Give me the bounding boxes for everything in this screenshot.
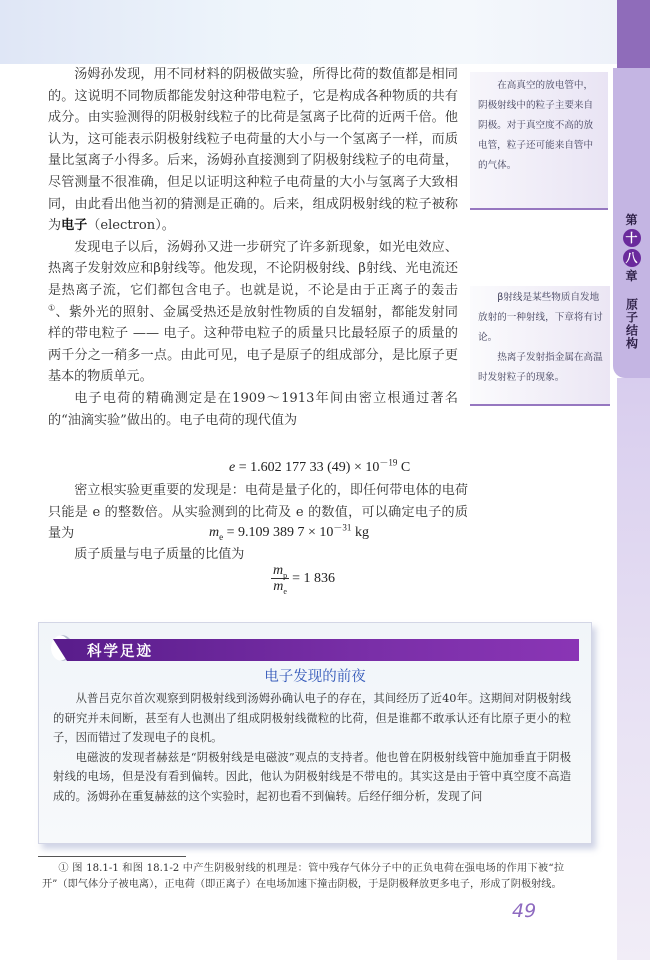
ratio-text bbox=[48, 544, 468, 566]
electron-term: 电子 bbox=[61, 218, 88, 234]
paragraph-discovery: 发现电子以后，汤姆孙又进一步研究了许多新现象，如光电效应、热离子发射效应和β射线等。他发现，不论阴极射线、β射线、光电流还是热离子流，它们都包含电子。也就是说，不论是由于正离子的轰击①、紫外光的照射、金属受热还是放射性物质的自发辐射，都能发射同样的带电粒子 —— 电子。这种带电粒子的质量只比最轻原子的质量的两千分之一稍多一点。由此可见，电子是原子的组成部分，是比原子更基本的物质单元。 bbox=[48, 239, 459, 385]
margin-note-cathode-source: 在高真空的放电管中，阴极射线中的粒子主要来自阴极。对于真空度不高的放电管，粒子还可能来自管中的气体。 bbox=[470, 72, 608, 210]
ratio-value: = 1 836 bbox=[292, 570, 336, 586]
footnote-text: ① 图 18.1-1 和图 18.1-2 中产生阴极射线的机理是：管中残存气体分子中的正负电荷在强电场的作用下被“拉开”（即气体分子被电离），正电荷（即正离子）在电场加速下撞击阴极，于是阴极释放更多电子，形成了阴极射线。 bbox=[42, 863, 564, 891]
paragraph-ratio: 质子质量与电子质量的比值为 bbox=[74, 547, 245, 562]
chapter-tab-strip bbox=[617, 378, 650, 960]
science-box-title: 电子发现的前夜 bbox=[264, 669, 366, 685]
chapter-suffix: 章 bbox=[625, 269, 638, 283]
page-header-band bbox=[0, 0, 617, 64]
footnote-divider bbox=[38, 856, 186, 857]
equation-mass-ratio bbox=[271, 563, 335, 594]
paragraph-thomson: 汤姆孙发现，用不同材料的阴极做实验，所得比荷的数值都是相同的。这说明不同物质都能发射这种带电粒子，它是构成各种物质的共有成分。由实验测得的阴极射线粒子的比荷是氢离子比荷的近两千倍。他认为，这可能表示阴极射线粒子电荷量的大小与一个氢离子一样，而质量比氢离子小得多。后来，汤姆孙直接测到了阴极射线粒子的电荷量，尽管测量不很准确，但足以证明这种粒子电荷量的大小与氢离子大致相同，由此看出他当初的猜测是正确的。后来，组成阴极射线的粒子被称为电子（electron）。 bbox=[48, 67, 458, 234]
equation-electron-mass: $m_e = 9.109$ 389 $7 \times 10^{-31}$ kg bbox=[209, 522, 369, 542]
main-text-column bbox=[48, 64, 458, 431]
paragraph-quantization: 密立根实验更重要的发现是：电荷是量子化的，即任何带电体的电荷只能是 e 的整数倍。从实验测到的比荷及 e 的数值，可以确定电子的质量为 bbox=[48, 483, 468, 542]
chapter-tab-top bbox=[617, 0, 650, 68]
chapter-number-badge-2: 八 bbox=[623, 249, 641, 267]
science-box-body bbox=[53, 689, 571, 807]
section-header-bar bbox=[67, 639, 579, 661]
chapter-number-badge-1: 十 bbox=[623, 229, 641, 247]
section-label: 科学足迹 bbox=[87, 644, 153, 660]
science-footprints-box bbox=[38, 622, 592, 844]
fraction: $\frac{m_p}{m_e}$ bbox=[273, 563, 288, 596]
science-paragraph: 电磁波的发现者赫兹是“阴极射线是电磁波”观点的支持者。他也曾在阴极射线管中施加垂直于阴极射线的电场，但是没有看到偏转。因此，他认为阴极射线是不带电的。其实这是由于管中真空度不高造成的。汤姆孙在重复赫兹的这个实验时，起初也看不到偏转。后经仔细分析，发现了问 bbox=[53, 750, 571, 803]
chapter-label bbox=[613, 212, 650, 350]
paragraph-millikan: 电子电荷的精确测定是在1909～1913年间由密立根通过著名的“油滴实验”做出的。电子电荷的现代值为 bbox=[48, 390, 458, 428]
science-paragraph: 从普吕克尔首次观察到阴极射线到汤姆孙确认电子的存在，其间经历了近40年。这期间对阴极射线的研究并未间断，甚至有人也测出了组成阴极射线微粒的比荷，但是谁都不敢承认还有比原子更小的粒子，因而错过了发现电子的良机。 bbox=[53, 692, 571, 745]
electron-english: （electron）。 bbox=[87, 218, 175, 234]
page-number: 49 bbox=[512, 900, 537, 922]
chapter-title: 原子结构 bbox=[624, 298, 639, 350]
margin-note-beta-thermionic: β射线是某些物质自发地放射的一种射线，下章将有讨论。 热离子发射指金属在高温时发射粒子的现象。 bbox=[470, 286, 610, 406]
footnote-marker[interactable]: ① bbox=[48, 303, 56, 313]
equation-electron-charge: e = 1.602 177 33 $(49) \times 10^{-19}$ C bbox=[229, 457, 411, 475]
footnote bbox=[42, 861, 564, 894]
chapter-prefix: 第 bbox=[625, 213, 638, 227]
